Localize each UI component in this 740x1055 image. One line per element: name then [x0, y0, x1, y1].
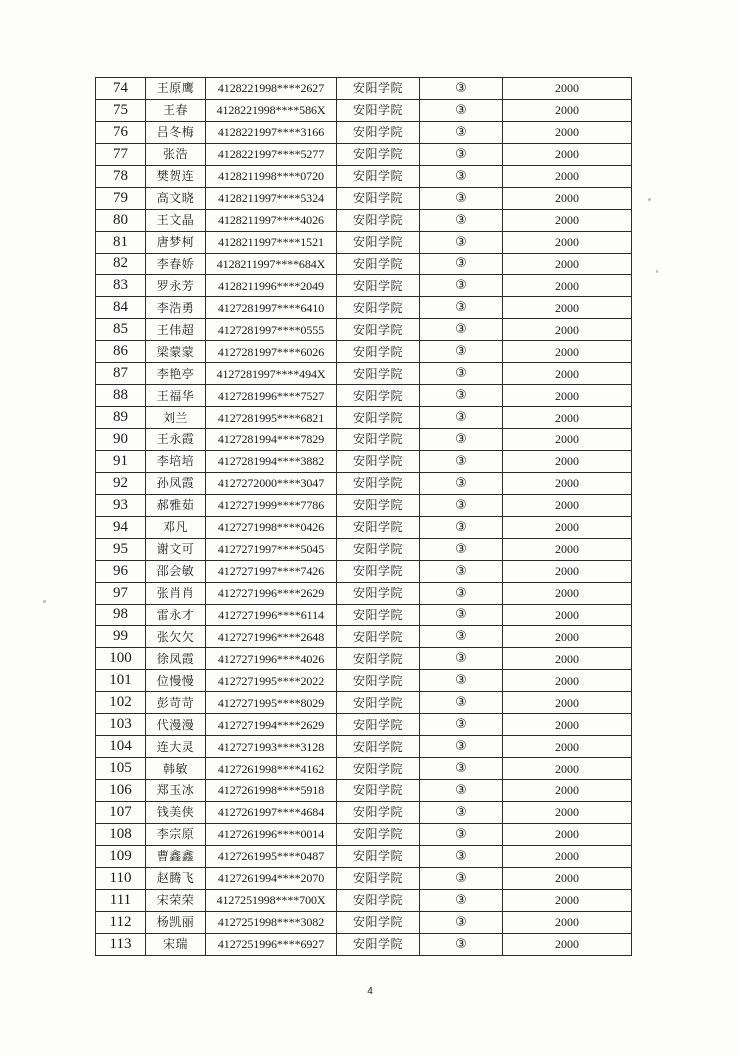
row-number-cell: 107 — [96, 801, 146, 823]
id-number-cell: 4127271993****3128 — [206, 736, 337, 758]
table-row — [96, 429, 632, 451]
aid-amount-cell: 2000 — [503, 516, 632, 538]
aid-amount-cell: 2000 — [503, 780, 632, 802]
table-row — [96, 538, 632, 560]
table-row — [96, 933, 632, 955]
id-number-cell: 4127251998****3082 — [206, 911, 337, 933]
aid-level-cell: ③ — [420, 363, 503, 385]
table-row — [96, 867, 632, 889]
table-row — [96, 407, 632, 429]
row-number-cell: 100 — [96, 648, 146, 670]
row-number-cell: 77 — [96, 143, 146, 165]
student-name-cell: 位慢慢 — [146, 670, 206, 692]
aid-level-cell: ③ — [420, 538, 503, 560]
school-name-cell: 安阳学院 — [337, 648, 420, 670]
aid-amount-cell: 2000 — [503, 429, 632, 451]
id-number-cell: 4127261996****0014 — [206, 823, 337, 845]
row-number-cell: 85 — [96, 319, 146, 341]
student-name-cell: 王永霞 — [146, 429, 206, 451]
id-number-cell: 4128211997****5324 — [206, 187, 337, 209]
aid-amount-cell: 2000 — [503, 933, 632, 955]
row-number-cell: 78 — [96, 165, 146, 187]
row-number-cell: 87 — [96, 363, 146, 385]
school-name-cell: 安阳学院 — [337, 99, 420, 121]
table-row — [96, 78, 632, 100]
school-name-cell: 安阳学院 — [337, 341, 420, 363]
id-number-cell: 4127271997****5045 — [206, 538, 337, 560]
student-name-cell: 邓凡 — [146, 516, 206, 538]
aid-amount-cell: 2000 — [503, 648, 632, 670]
id-number-cell: 4127271996****4026 — [206, 648, 337, 670]
student-name-cell: 郝雅茹 — [146, 494, 206, 516]
school-name-cell: 安阳学院 — [337, 626, 420, 648]
school-name-cell: 安阳学院 — [337, 845, 420, 867]
school-name-cell: 安阳学院 — [337, 538, 420, 560]
student-name-cell: 张欠欠 — [146, 626, 206, 648]
id-number-cell: 4127261998****5918 — [206, 780, 337, 802]
aid-level-cell: ③ — [420, 582, 503, 604]
id-number-cell: 4127281997****494X — [206, 363, 337, 385]
student-name-cell: 宋荣荣 — [146, 889, 206, 911]
aid-amount-cell: 2000 — [503, 538, 632, 560]
table-row — [96, 626, 632, 648]
student-name-cell: 徐凤霞 — [146, 648, 206, 670]
school-name-cell: 安阳学院 — [337, 78, 420, 100]
aid-amount-cell: 2000 — [503, 385, 632, 407]
id-number-cell: 4127271996****6114 — [206, 604, 337, 626]
row-number-cell: 93 — [96, 494, 146, 516]
student-name-cell: 李宗原 — [146, 823, 206, 845]
aid-amount-cell: 2000 — [503, 823, 632, 845]
table-row — [96, 209, 632, 231]
student-name-cell: 孙凤霞 — [146, 472, 206, 494]
aid-amount-cell: 2000 — [503, 209, 632, 231]
id-number-cell: 4128211997****4026 — [206, 209, 337, 231]
aid-level-cell: ③ — [420, 99, 503, 121]
table-row — [96, 648, 632, 670]
row-number-cell: 76 — [96, 121, 146, 143]
id-number-cell: 4127271995****8029 — [206, 692, 337, 714]
row-number-cell: 82 — [96, 253, 146, 275]
id-number-cell: 4128211997****1521 — [206, 231, 337, 253]
id-number-cell: 4127261998****4162 — [206, 758, 337, 780]
aid-amount-cell: 2000 — [503, 758, 632, 780]
aid-level-cell: ③ — [420, 736, 503, 758]
id-number-cell: 4128221997****3166 — [206, 121, 337, 143]
row-number-cell: 113 — [96, 933, 146, 955]
student-name-cell: 彭苛苛 — [146, 692, 206, 714]
student-name-cell: 邵会敏 — [146, 560, 206, 582]
aid-level-cell: ③ — [420, 472, 503, 494]
aid-level-cell: ③ — [420, 867, 503, 889]
aid-amount-cell: 2000 — [503, 582, 632, 604]
school-name-cell: 安阳学院 — [337, 604, 420, 626]
aid-level-cell: ③ — [420, 604, 503, 626]
table-body — [96, 78, 632, 956]
row-number-cell: 99 — [96, 626, 146, 648]
aid-amount-cell: 2000 — [503, 143, 632, 165]
row-number-cell: 95 — [96, 538, 146, 560]
id-number-cell: 4127271994****2629 — [206, 714, 337, 736]
row-number-cell: 80 — [96, 209, 146, 231]
aid-level-cell: ③ — [420, 889, 503, 911]
aid-amount-cell: 2000 — [503, 889, 632, 911]
aid-level-cell: ③ — [420, 385, 503, 407]
aid-amount-cell: 2000 — [503, 560, 632, 582]
aid-amount-cell: 2000 — [503, 845, 632, 867]
school-name-cell: 安阳学院 — [337, 867, 420, 889]
school-name-cell: 安阳学院 — [337, 121, 420, 143]
aid-level-cell: ③ — [420, 297, 503, 319]
aid-level-cell: ③ — [420, 933, 503, 955]
school-name-cell: 安阳学院 — [337, 736, 420, 758]
table-row — [96, 823, 632, 845]
row-number-cell: 91 — [96, 450, 146, 472]
id-number-cell: 4127281994****7829 — [206, 429, 337, 451]
id-number-cell: 4128221997****5277 — [206, 143, 337, 165]
student-name-cell: 韩敏 — [146, 758, 206, 780]
aid-amount-cell: 2000 — [503, 867, 632, 889]
table-row — [96, 516, 632, 538]
table-row — [96, 670, 632, 692]
id-number-cell: 4127272000****3047 — [206, 472, 337, 494]
aid-amount-cell: 2000 — [503, 99, 632, 121]
student-name-cell: 郑玉冰 — [146, 780, 206, 802]
row-number-cell: 79 — [96, 187, 146, 209]
row-number-cell: 89 — [96, 407, 146, 429]
scan-speck — [656, 270, 658, 273]
aid-level-cell: ③ — [420, 319, 503, 341]
aid-level-cell: ③ — [420, 78, 503, 100]
aid-level-cell: ③ — [420, 429, 503, 451]
id-number-cell: 4128211998****0720 — [206, 165, 337, 187]
aid-level-cell: ③ — [420, 407, 503, 429]
aid-level-cell: ③ — [420, 231, 503, 253]
aid-amount-cell: 2000 — [503, 275, 632, 297]
table-row — [96, 714, 632, 736]
table-row — [96, 99, 632, 121]
id-number-cell: 4127271999****7786 — [206, 494, 337, 516]
row-number-cell: 92 — [96, 472, 146, 494]
school-name-cell: 安阳学院 — [337, 801, 420, 823]
aid-level-cell: ③ — [420, 143, 503, 165]
table-row — [96, 121, 632, 143]
id-number-cell: 4127261997****4684 — [206, 801, 337, 823]
school-name-cell: 安阳学院 — [337, 143, 420, 165]
table-row — [96, 889, 632, 911]
id-number-cell: 4127281997****0555 — [206, 319, 337, 341]
table-row — [96, 231, 632, 253]
student-name-cell: 唐梦柯 — [146, 231, 206, 253]
aid-amount-cell: 2000 — [503, 363, 632, 385]
id-number-cell: 4128221998****2627 — [206, 78, 337, 100]
student-name-cell: 王原鹰 — [146, 78, 206, 100]
row-number-cell: 83 — [96, 275, 146, 297]
aid-amount-cell: 2000 — [503, 626, 632, 648]
aid-amount-cell: 2000 — [503, 165, 632, 187]
school-name-cell: 安阳学院 — [337, 692, 420, 714]
table-row — [96, 319, 632, 341]
student-name-cell: 李浩勇 — [146, 297, 206, 319]
row-number-cell: 106 — [96, 780, 146, 802]
id-number-cell: 4127271998****0426 — [206, 516, 337, 538]
student-name-cell: 谢文可 — [146, 538, 206, 560]
table-row — [96, 297, 632, 319]
aid-amount-cell: 2000 — [503, 736, 632, 758]
school-name-cell: 安阳学院 — [337, 472, 420, 494]
row-number-cell: 88 — [96, 385, 146, 407]
aid-level-cell: ③ — [420, 801, 503, 823]
student-name-cell: 王文晶 — [146, 209, 206, 231]
table-row — [96, 385, 632, 407]
school-name-cell: 安阳学院 — [337, 450, 420, 472]
table-row — [96, 494, 632, 516]
table-row — [96, 363, 632, 385]
table-row — [96, 560, 632, 582]
table-row — [96, 780, 632, 802]
aid-amount-cell: 2000 — [503, 801, 632, 823]
school-name-cell: 安阳学院 — [337, 429, 420, 451]
school-name-cell: 安阳学院 — [337, 516, 420, 538]
aid-amount-cell: 2000 — [503, 319, 632, 341]
aid-level-cell: ③ — [420, 626, 503, 648]
row-number-cell: 96 — [96, 560, 146, 582]
table-row — [96, 450, 632, 472]
aid-level-cell: ③ — [420, 165, 503, 187]
student-name-cell: 雷永才 — [146, 604, 206, 626]
school-name-cell: 安阳学院 — [337, 560, 420, 582]
school-name-cell: 安阳学院 — [337, 889, 420, 911]
school-name-cell: 安阳学院 — [337, 758, 420, 780]
row-number-cell: 111 — [96, 889, 146, 911]
aid-amount-cell: 2000 — [503, 494, 632, 516]
aid-amount-cell: 2000 — [503, 121, 632, 143]
school-name-cell: 安阳学院 — [337, 165, 420, 187]
aid-level-cell: ③ — [420, 121, 503, 143]
row-number-cell: 108 — [96, 823, 146, 845]
aid-level-cell: ③ — [420, 275, 503, 297]
aid-level-cell: ③ — [420, 450, 503, 472]
school-name-cell: 安阳学院 — [337, 407, 420, 429]
id-number-cell: 4127281996****7527 — [206, 385, 337, 407]
id-number-cell: 4127261995****0487 — [206, 845, 337, 867]
aid-amount-cell: 2000 — [503, 472, 632, 494]
row-number-cell: 84 — [96, 297, 146, 319]
aid-level-cell: ③ — [420, 494, 503, 516]
aid-level-cell: ③ — [420, 758, 503, 780]
aid-level-cell: ③ — [420, 209, 503, 231]
school-name-cell: 安阳学院 — [337, 823, 420, 845]
aid-level-cell: ③ — [420, 670, 503, 692]
row-number-cell: 75 — [96, 99, 146, 121]
row-number-cell: 105 — [96, 758, 146, 780]
row-number-cell: 94 — [96, 516, 146, 538]
scan-speck — [648, 198, 651, 201]
student-name-cell: 罗永芳 — [146, 275, 206, 297]
id-number-cell: 4127271997****7426 — [206, 560, 337, 582]
student-name-cell: 代漫漫 — [146, 714, 206, 736]
table-row — [96, 845, 632, 867]
table-row — [96, 143, 632, 165]
student-name-cell: 李培培 — [146, 450, 206, 472]
table-row — [96, 736, 632, 758]
row-number-cell: 112 — [96, 911, 146, 933]
aid-amount-cell: 2000 — [503, 341, 632, 363]
aid-level-cell: ③ — [420, 341, 503, 363]
table-row — [96, 165, 632, 187]
school-name-cell: 安阳学院 — [337, 494, 420, 516]
student-name-cell: 高文晓 — [146, 187, 206, 209]
aid-amount-cell: 2000 — [503, 670, 632, 692]
row-number-cell: 102 — [96, 692, 146, 714]
table-row — [96, 801, 632, 823]
student-name-cell: 李春娇 — [146, 253, 206, 275]
id-number-cell: 4127281995****6821 — [206, 407, 337, 429]
student-name-cell: 宋瑞 — [146, 933, 206, 955]
page-number: 4 — [367, 986, 373, 997]
aid-amount-cell: 2000 — [503, 297, 632, 319]
aid-amount-cell: 2000 — [503, 253, 632, 275]
row-number-cell: 90 — [96, 429, 146, 451]
row-number-cell: 97 — [96, 582, 146, 604]
table-row — [96, 341, 632, 363]
aid-level-cell: ③ — [420, 648, 503, 670]
aid-level-cell: ③ — [420, 911, 503, 933]
student-name-cell: 钱美侠 — [146, 801, 206, 823]
student-name-cell: 刘兰 — [146, 407, 206, 429]
id-number-cell: 4127281997****6410 — [206, 297, 337, 319]
school-name-cell: 安阳学院 — [337, 780, 420, 802]
aid-level-cell: ③ — [420, 845, 503, 867]
row-number-cell: 98 — [96, 604, 146, 626]
school-name-cell: 安阳学院 — [337, 933, 420, 955]
student-name-cell: 梁蒙蒙 — [146, 341, 206, 363]
aid-amount-cell: 2000 — [503, 714, 632, 736]
table-row — [96, 253, 632, 275]
student-name-cell: 樊贺连 — [146, 165, 206, 187]
student-name-cell: 曹鑫鑫 — [146, 845, 206, 867]
table-row — [96, 275, 632, 297]
student-name-cell: 王春 — [146, 99, 206, 121]
id-number-cell: 4127271996****2648 — [206, 626, 337, 648]
scan-speck — [43, 600, 46, 603]
student-name-cell: 王福华 — [146, 385, 206, 407]
id-number-cell: 4127251998****700X — [206, 889, 337, 911]
aid-level-cell: ③ — [420, 780, 503, 802]
table-row — [96, 582, 632, 604]
aid-amount-cell: 2000 — [503, 187, 632, 209]
table-row — [96, 911, 632, 933]
id-number-cell: 4128221998****586X — [206, 99, 337, 121]
aid-amount-cell: 2000 — [503, 692, 632, 714]
school-name-cell: 安阳学院 — [337, 253, 420, 275]
student-name-cell: 吕冬梅 — [146, 121, 206, 143]
school-name-cell: 安阳学院 — [337, 209, 420, 231]
school-name-cell: 安阳学院 — [337, 297, 420, 319]
table-row — [96, 187, 632, 209]
id-number-cell: 4127281997****6026 — [206, 341, 337, 363]
student-name-cell: 李艳亭 — [146, 363, 206, 385]
school-name-cell: 安阳学院 — [337, 319, 420, 341]
school-name-cell: 安阳学院 — [337, 582, 420, 604]
student-aid-table — [95, 77, 632, 956]
row-number-cell: 104 — [96, 736, 146, 758]
row-number-cell: 109 — [96, 845, 146, 867]
aid-level-cell: ③ — [420, 823, 503, 845]
table-row — [96, 472, 632, 494]
row-number-cell: 103 — [96, 714, 146, 736]
aid-level-cell: ③ — [420, 516, 503, 538]
student-name-cell: 王伟超 — [146, 319, 206, 341]
school-name-cell: 安阳学院 — [337, 187, 420, 209]
aid-amount-cell: 2000 — [503, 911, 632, 933]
aid-amount-cell: 2000 — [503, 450, 632, 472]
id-number-cell: 4127281994****3882 — [206, 450, 337, 472]
aid-amount-cell: 2000 — [503, 604, 632, 626]
id-number-cell: 4127271995****2022 — [206, 670, 337, 692]
aid-amount-cell: 2000 — [503, 78, 632, 100]
row-number-cell: 74 — [96, 78, 146, 100]
school-name-cell: 安阳学院 — [337, 385, 420, 407]
aid-level-cell: ③ — [420, 560, 503, 582]
row-number-cell: 101 — [96, 670, 146, 692]
aid-level-cell: ③ — [420, 253, 503, 275]
id-number-cell: 4127261994****2070 — [206, 867, 337, 889]
student-name-cell: 赵腾飞 — [146, 867, 206, 889]
aid-amount-cell: 2000 — [503, 231, 632, 253]
id-number-cell: 4127251996****6927 — [206, 933, 337, 955]
row-number-cell: 81 — [96, 231, 146, 253]
id-number-cell: 4127271996****2629 — [206, 582, 337, 604]
aid-level-cell: ③ — [420, 187, 503, 209]
aid-amount-cell: 2000 — [503, 407, 632, 429]
id-number-cell: 4128211996****2049 — [206, 275, 337, 297]
school-name-cell: 安阳学院 — [337, 275, 420, 297]
school-name-cell: 安阳学院 — [337, 363, 420, 385]
student-name-cell: 张肖肖 — [146, 582, 206, 604]
school-name-cell: 安阳学院 — [337, 911, 420, 933]
id-number-cell: 4128211997****684X — [206, 253, 337, 275]
table-row — [96, 758, 632, 780]
aid-level-cell: ③ — [420, 714, 503, 736]
student-name-cell: 杨凯丽 — [146, 911, 206, 933]
student-name-cell: 张浩 — [146, 143, 206, 165]
student-name-cell: 连大灵 — [146, 736, 206, 758]
school-name-cell: 安阳学院 — [337, 231, 420, 253]
aid-level-cell: ③ — [420, 692, 503, 714]
school-name-cell: 安阳学院 — [337, 670, 420, 692]
row-number-cell: 86 — [96, 341, 146, 363]
school-name-cell: 安阳学院 — [337, 714, 420, 736]
table-row — [96, 604, 632, 626]
row-number-cell: 110 — [96, 867, 146, 889]
table-row — [96, 692, 632, 714]
